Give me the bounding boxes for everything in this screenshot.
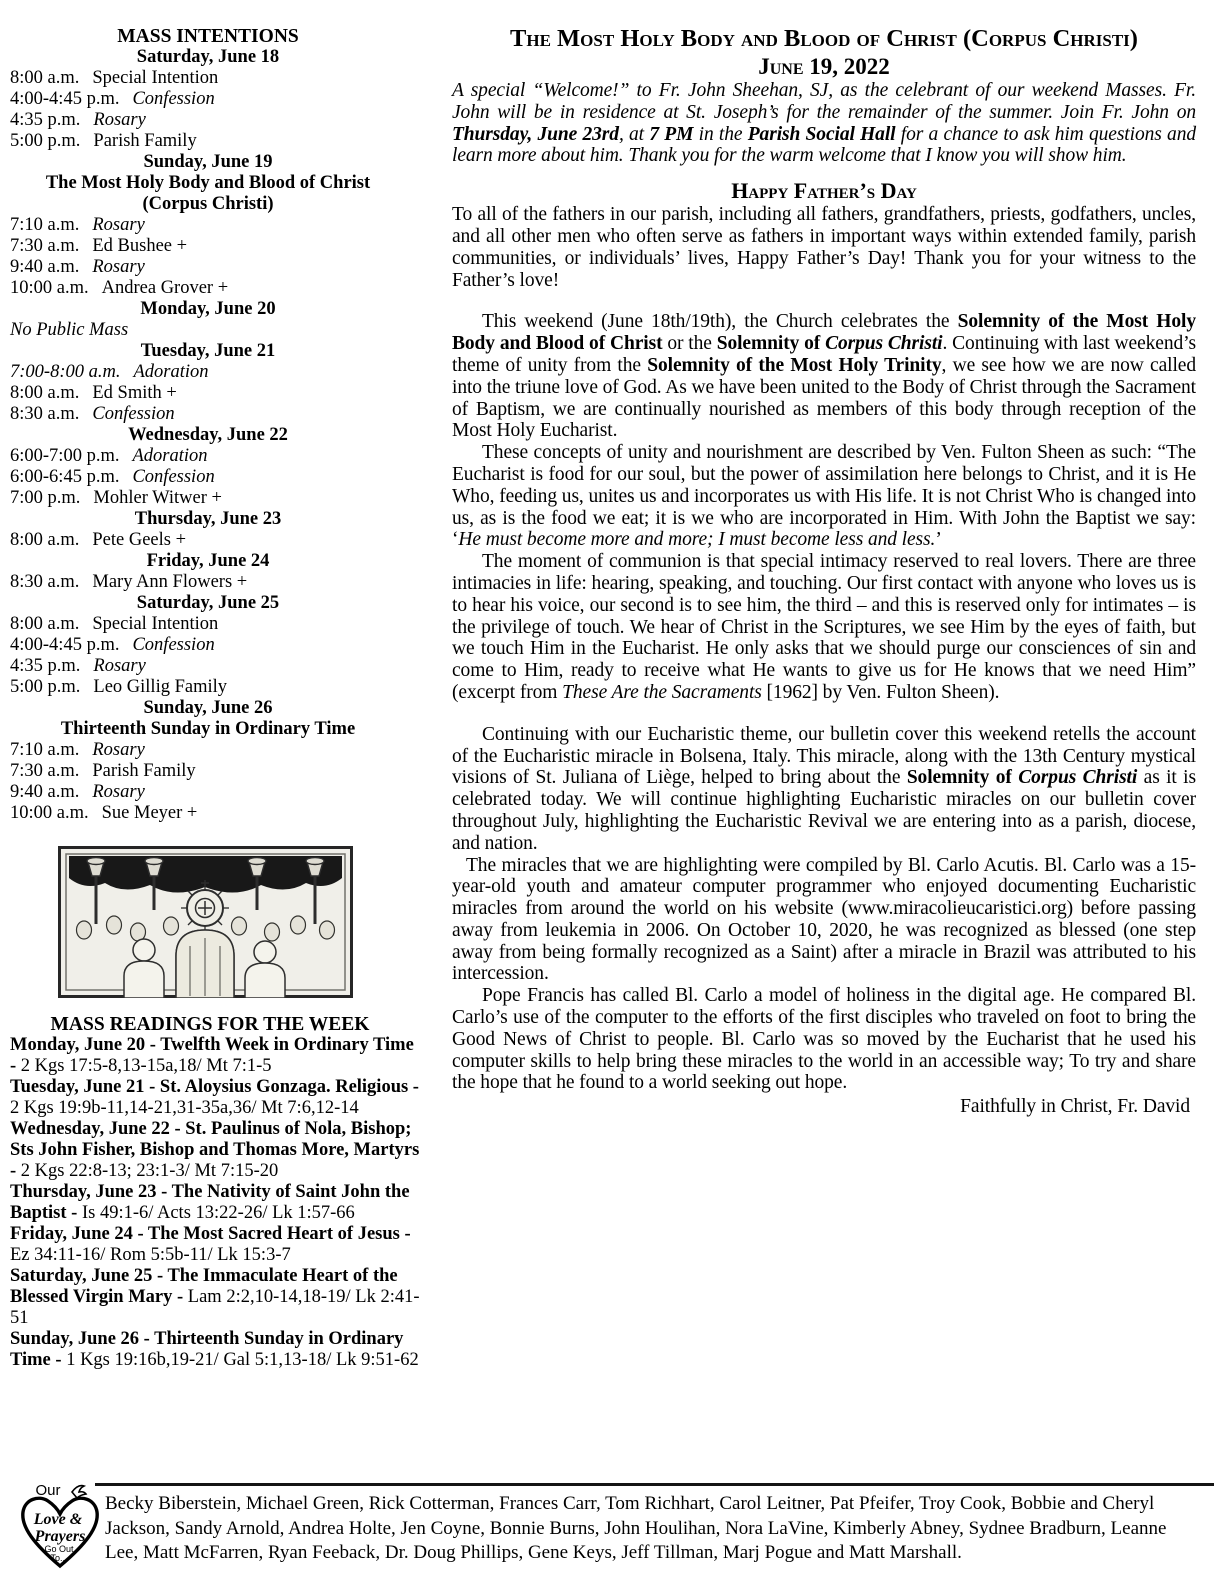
mass-time: 7:10 a.m.	[10, 740, 80, 760]
mass-intention-entry	[10, 488, 434, 509]
text-segment: He must become more and more; I must become less and less.	[458, 529, 936, 551]
reading-item	[10, 1266, 424, 1329]
mass-time: 8:30 a.m.	[10, 404, 80, 424]
text-segment: The moment of communion is that special intimacy reserved to real lovers. There are three intimacies in life: hearing, speaking, and touching. Our first contact with anyone who loves us is to hear his voice, our second is to see him, the third – and this is reserved only for intimates – is the privilege of touch. We hear of Christ in the Scriptures, we see Him by the eyes of faith, but we touch Him in the Eucharist. He only asks that we should purge our consciences of sin and come to Him, ready to receive what He wants to give us for He knows that we need Him” (excerpt from	[452, 551, 1196, 703]
text-segment: These concepts of unity and nourishment are described by Ven. Fulton Sheen as such: “The Eucharist is food for our soul, but the power of assimilation here belongs to Christ, and it is He Who, feeding us, unites us and incorporates us with His life. It is not Christ Who is changed into us, as is the food we eat; it is we who are incorporated in Him. With John the Baptist we say: ‘	[452, 442, 1196, 551]
text-segment: Continuing with our Eucharistic theme, our bulletin cover this weekend retells the account of the Eucharistic miracle in Bolsena, Italy. This miracle, along with the 13th Century mystical visions of St. Juliana of Liège, helped to bring about the	[452, 723, 1196, 789]
mass-time: 7:30 a.m.	[10, 236, 80, 256]
mass-description: Parish Family	[92, 761, 196, 781]
mass-day-header: Friday, June 24	[146, 551, 270, 571]
mass-readings-list	[10, 1035, 424, 1371]
mass-time: 4:35 p.m.	[10, 110, 81, 130]
mass-description: Pete Geels +	[92, 530, 187, 550]
mass-description: Special Intention	[92, 68, 219, 88]
text-segment: Corpus Christi	[1018, 767, 1138, 789]
mass-time: 4:00-4:45 p.m.	[10, 635, 120, 655]
logo-word-love: Love &	[33, 1511, 83, 1528]
text-segment: Pope Francis has called Bl. Carlo a model of holiness in the digital age. He compared Bl. Carlo’s use of the computer to the efforts of the first disciples who traveled on foot to bring the Good News of Christ to people. Bl. Carlo was so moved by the Eucharist that he used his computer skills to help bring these miracles to the world in an accessible way; To try and share the hope that he found to a world seeking out hope.	[452, 985, 1196, 1094]
article-paragraph	[452, 985, 1196, 1094]
mass-time: 7:10 a.m.	[10, 215, 80, 235]
mass-time: 8:00 a.m.	[10, 614, 80, 634]
mass-intention-entry	[10, 761, 434, 782]
article-column	[452, 24, 1196, 1118]
text-segment: Thursday, June 23rd	[452, 123, 619, 145]
mass-description: Confession	[132, 467, 215, 487]
mass-day-header: Saturday, June 25	[136, 593, 280, 613]
mass-time: 4:35 p.m.	[10, 656, 81, 676]
mass-time: 5:00 p.m.	[10, 131, 81, 151]
reading-day-label: Sunday, June 26 - Thirteenth Sunday in Ordinary Time -	[10, 1329, 404, 1370]
mass-intention-entry	[10, 131, 434, 152]
mass-intention-entry	[10, 677, 434, 698]
mass-description: Parish Family	[93, 131, 197, 151]
reading-item	[10, 1119, 424, 1182]
article-paragraphs	[452, 311, 1196, 1094]
mass-time: 9:40 a.m.	[10, 257, 80, 277]
fathers-day-paragraph	[452, 204, 1196, 291]
footer-divider	[95, 1483, 1214, 1486]
mass-description: Sue Meyer +	[101, 803, 198, 823]
heart-logo-icon	[14, 1482, 106, 1574]
reading-day-label: Monday, June 20 - Twelfth Week in Ordinary Time -	[10, 1035, 414, 1076]
reading-day-label: Wednesday, June 22 - St. Paulinus of Nola, Bishop; Sts John Fisher, Bishop and Thomas More, Martyrs -	[10, 1119, 420, 1181]
mass-intention-entry	[10, 656, 434, 677]
mass-description: Rosary	[92, 257, 145, 277]
text-segment: Solemnity of the Most Holy Body and Blood of Christ	[452, 311, 1196, 355]
mass-time: 6:00-6:45 p.m.	[10, 467, 120, 487]
text-segment: Solemnity of	[906, 767, 1019, 789]
reading-item	[10, 1035, 424, 1077]
text-segment: A special “Welcome!” to Fr. John Sheehan, SJ, as the celebrant of our weekend Masses. Fr. John will be in residence at St. Joseph’s for the remainder of the summer. Join Fr. John on	[452, 80, 1196, 123]
mass-intention-entry	[10, 572, 434, 593]
mass-intention-entry	[10, 530, 434, 551]
reading-item	[10, 1182, 424, 1224]
mass-time: 7:00-8:00 a.m.	[10, 362, 121, 382]
text-segment: Parish Social Hall	[747, 123, 896, 145]
mass-description: Mary Ann Flowers +	[92, 572, 248, 592]
mass-intention-entry	[10, 110, 434, 131]
mass-intentions-list	[10, 47, 434, 824]
mass-time: 7:00 p.m.	[10, 488, 81, 508]
text-segment: Solemnity of the Most Holy Trinity	[647, 354, 942, 376]
reading-references: 2 Kgs 19:9b-11,14-21,31-35a,36/ Mt 7:6,12-14	[10, 1098, 359, 1118]
text-segment: To all of the fathers in our parish, including all fathers, grandfathers, priests, godfathers, uncles, and all other men who often serve as fathers in important ways within extended family, parish communities, or individuals’ lives, Happy Father’s Day! Thank you for your witness to the Father’s love!	[452, 204, 1196, 291]
logo-word-our: Our	[35, 1482, 61, 1499]
mass-description: Andrea Grover +	[101, 278, 229, 298]
mass-time: 9:40 a.m.	[10, 782, 80, 802]
article-paragraph	[452, 311, 1196, 442]
mass-day-header: Tuesday, June 21	[140, 341, 276, 361]
mass-description: Confession	[92, 404, 175, 424]
reading-day-label: Tuesday, June 21 - St. Aloysius Gonzaga. Religious -	[10, 1077, 419, 1097]
mass-intention-entry	[10, 803, 434, 824]
reading-references: 2 Kgs 17:5-8,13-15a,18/ Mt 7:1-5	[20, 1056, 272, 1076]
mass-time: 8:00 a.m.	[10, 530, 80, 550]
mass-intention-entry	[10, 278, 434, 299]
mass-intention-entry	[10, 320, 434, 341]
text-segment: [1962] by Ven. Fulton Sheen).	[761, 681, 1000, 703]
mass-intention-entry	[10, 89, 434, 110]
reading-references: Lam 2:2,10-14,18-19/ Lk 2:41-51	[10, 1287, 420, 1328]
mass-intention-entry	[10, 215, 434, 236]
mass-description: Rosary	[93, 110, 146, 130]
mass-intention-entry	[10, 236, 434, 257]
text-segment: , we see how we are now called into the triune love of God. As we have been united to the Body of Christ through the Sacrament of Baptism, we are continually nourished as members of this body through reception of the Most Holy Eucharist.	[452, 354, 1196, 442]
procession-illustration	[58, 846, 353, 998]
mass-intention-entry	[10, 635, 434, 656]
mass-day-header: Thirteenth Sunday in Ordinary Time	[60, 719, 356, 739]
mass-intention-entry	[10, 257, 434, 278]
mass-intention-entry	[10, 362, 434, 383]
text-segment: This weekend (June 18th/19th), the Church celebrates the	[482, 311, 958, 333]
logo-word-goout: Go Out	[44, 1544, 74, 1554]
mass-intention-entry	[10, 740, 434, 761]
mass-day-header: Thursday, June 23	[134, 509, 282, 529]
text-segment: Solemnity of	[716, 333, 826, 355]
mass-description: Confession	[132, 635, 215, 655]
fathers-day-heading: Happy Father’s Day	[731, 178, 917, 204]
text-segment: for a chance to ask him questions and learn more about him. Thank you for the warm welcome that I know you will show him.	[452, 123, 1196, 167]
mass-readings-section	[10, 1014, 424, 1371]
text-segment: Corpus Christi	[825, 333, 943, 355]
mass-intention-entry	[10, 446, 434, 467]
mass-intention-entry	[10, 404, 434, 425]
mass-description: Special Intention	[92, 614, 219, 634]
mass-intentions-title: MASS INTENTIONS	[117, 26, 299, 47]
reading-references: Is 49:1-6/ Acts 13:22-26/ Lk 1:57-66	[81, 1203, 355, 1223]
mass-time: 8:00 a.m.	[10, 383, 80, 403]
text-segment: or the	[662, 333, 717, 355]
mass-time: 8:30 a.m.	[10, 572, 80, 592]
welcome-paragraph	[452, 80, 1196, 167]
text-segment: These Are the Sacraments	[562, 681, 762, 703]
mass-description: Ed Bushee +	[92, 236, 188, 256]
text-segment: 7 PM	[649, 123, 694, 145]
reading-day-label: Friday, June 24 - The Most Sacred Heart of Jesus -	[10, 1224, 411, 1244]
page-date: June 19, 2022	[758, 54, 890, 79]
mass-description: Rosary	[93, 656, 146, 676]
text-segment: , at	[618, 123, 650, 145]
mass-time: 4:00-4:45 p.m.	[10, 89, 120, 109]
text-segment: as it is celebrated today. We will continue highlighting Eucharistic miracles on our bulletin cover throughout July, highlighting the Eucharistic Revival we are entering into as a parish, diocese, and nation.	[452, 767, 1196, 854]
signature-line: Faithfully in Christ, Fr. David	[960, 1096, 1190, 1118]
mass-description: Rosary	[92, 215, 145, 235]
mass-description: No Public Mass	[10, 320, 129, 340]
mass-time: 7:30 a.m.	[10, 761, 80, 781]
mass-time: 8:00 a.m.	[10, 68, 80, 88]
mass-time: 5:00 p.m.	[10, 677, 81, 697]
mass-description: Mohler Witwer +	[93, 488, 222, 508]
mass-day-header: Saturday, June 18	[136, 47, 280, 67]
mass-description: Adoration	[132, 446, 208, 466]
mass-day-header: The Most Holy Body and Blood of Christ	[45, 173, 371, 193]
mass-description: Leo Gillig Family	[93, 677, 228, 697]
article-paragraph	[452, 442, 1196, 551]
mass-day-header: Monday, June 20	[140, 299, 276, 319]
love-prayers-logo	[14, 1482, 106, 1574]
text-segment: in the	[693, 123, 748, 145]
article-paragraph	[452, 724, 1196, 855]
mass-time: 6:00-7:00 p.m.	[10, 446, 120, 466]
text-segment: ’	[935, 529, 942, 551]
mass-description: Adoration	[133, 362, 209, 382]
mass-time: 10:00 a.m.	[10, 278, 89, 298]
mass-intention-entry	[10, 614, 434, 635]
mass-day-header: Wednesday, June 22	[128, 425, 288, 445]
reading-day-label: Saturday, June 25 - The Immaculate Heart of the Blessed Virgin Mary -	[10, 1266, 398, 1307]
left-column	[10, 26, 434, 1371]
reading-item	[10, 1224, 424, 1266]
reading-day-label: Thursday, June 23 - The Nativity of Saint John the Baptist -	[10, 1182, 410, 1223]
mass-intention-entry	[10, 782, 434, 803]
mass-description: Rosary	[92, 782, 145, 802]
mass-description: Ed Smith +	[92, 383, 177, 403]
article-paragraph	[452, 855, 1196, 986]
mass-time: 10:00 a.m.	[10, 803, 89, 823]
text-segment: The miracles that we are highlighting were compiled by Bl. Carlo Acutis. Bl. Carlo was a 15-year-old youth and amateur computer programmer who enjoyed documenting Eucharistic miracles from around the world on his website (www.miracolieucaristici.org) before passing away from leukemia in 2006. On October 10, 2020, he was recognized as blessed (one step away from being formally recognized as a Saint) after a miracle in Brazil was attributed to his intercession.	[452, 854, 1196, 985]
procession-woodcut-image	[58, 846, 353, 998]
reading-references: 2 Kgs 22:8-13; 23:1-3/ Mt 7:15-20	[20, 1161, 279, 1181]
page-title: The Most Holy Body and Blood of Christ (Corpus Christi)	[510, 25, 1138, 52]
article-paragraph	[452, 551, 1196, 704]
mass-day-header: Sunday, June 26	[143, 698, 273, 718]
mass-description: Rosary	[92, 740, 145, 760]
mass-description: Confession	[132, 89, 215, 109]
reading-references: Ez 34:11-16/ Rom 5:5b-11/ Lk 15:3-7	[10, 1245, 291, 1265]
prayer-names-list: Becky Biberstein, Michael Green, Rick Cotterman, Frances Carr, Tom Richhart, Carol Leitner, Pat Pfeifer, Troy Cook, Bobbie and Cheryl Jackson, Sandy Arnold, Andrea Holte, Jen Coyne, Bonnie Burns, John Houlihan, Nora LaVine, Kimberly Abney, Sydnee Bradburn, Leanne Lee, Matt McFarren, Ryan Feeback, Dr. Doug Phillips, Gene Keys, Jeff Tillman, Marj Pogue and Matt Marshall.	[105, 1493, 1167, 1563]
mass-day-header: Sunday, June 19	[143, 152, 273, 172]
mass-intention-entry	[10, 383, 434, 404]
mass-readings-title: MASS READINGS FOR THE WEEK	[50, 1014, 370, 1035]
logo-word-prayers: Prayers	[34, 1528, 86, 1545]
reading-item	[10, 1077, 424, 1119]
text-segment: . Continuing with last weekend’s theme of unity from the	[452, 333, 1196, 376]
mass-intention-entry	[10, 68, 434, 89]
reading-item	[10, 1329, 424, 1371]
mass-day-header: (Corpus Christi)	[142, 194, 274, 214]
logo-word-to: To...	[50, 1553, 68, 1563]
reading-references: 1 Kgs 19:16b,19-21/ Gal 5:1,13-18/ Lk 9:51-62	[66, 1350, 419, 1370]
mass-intention-entry	[10, 467, 434, 488]
